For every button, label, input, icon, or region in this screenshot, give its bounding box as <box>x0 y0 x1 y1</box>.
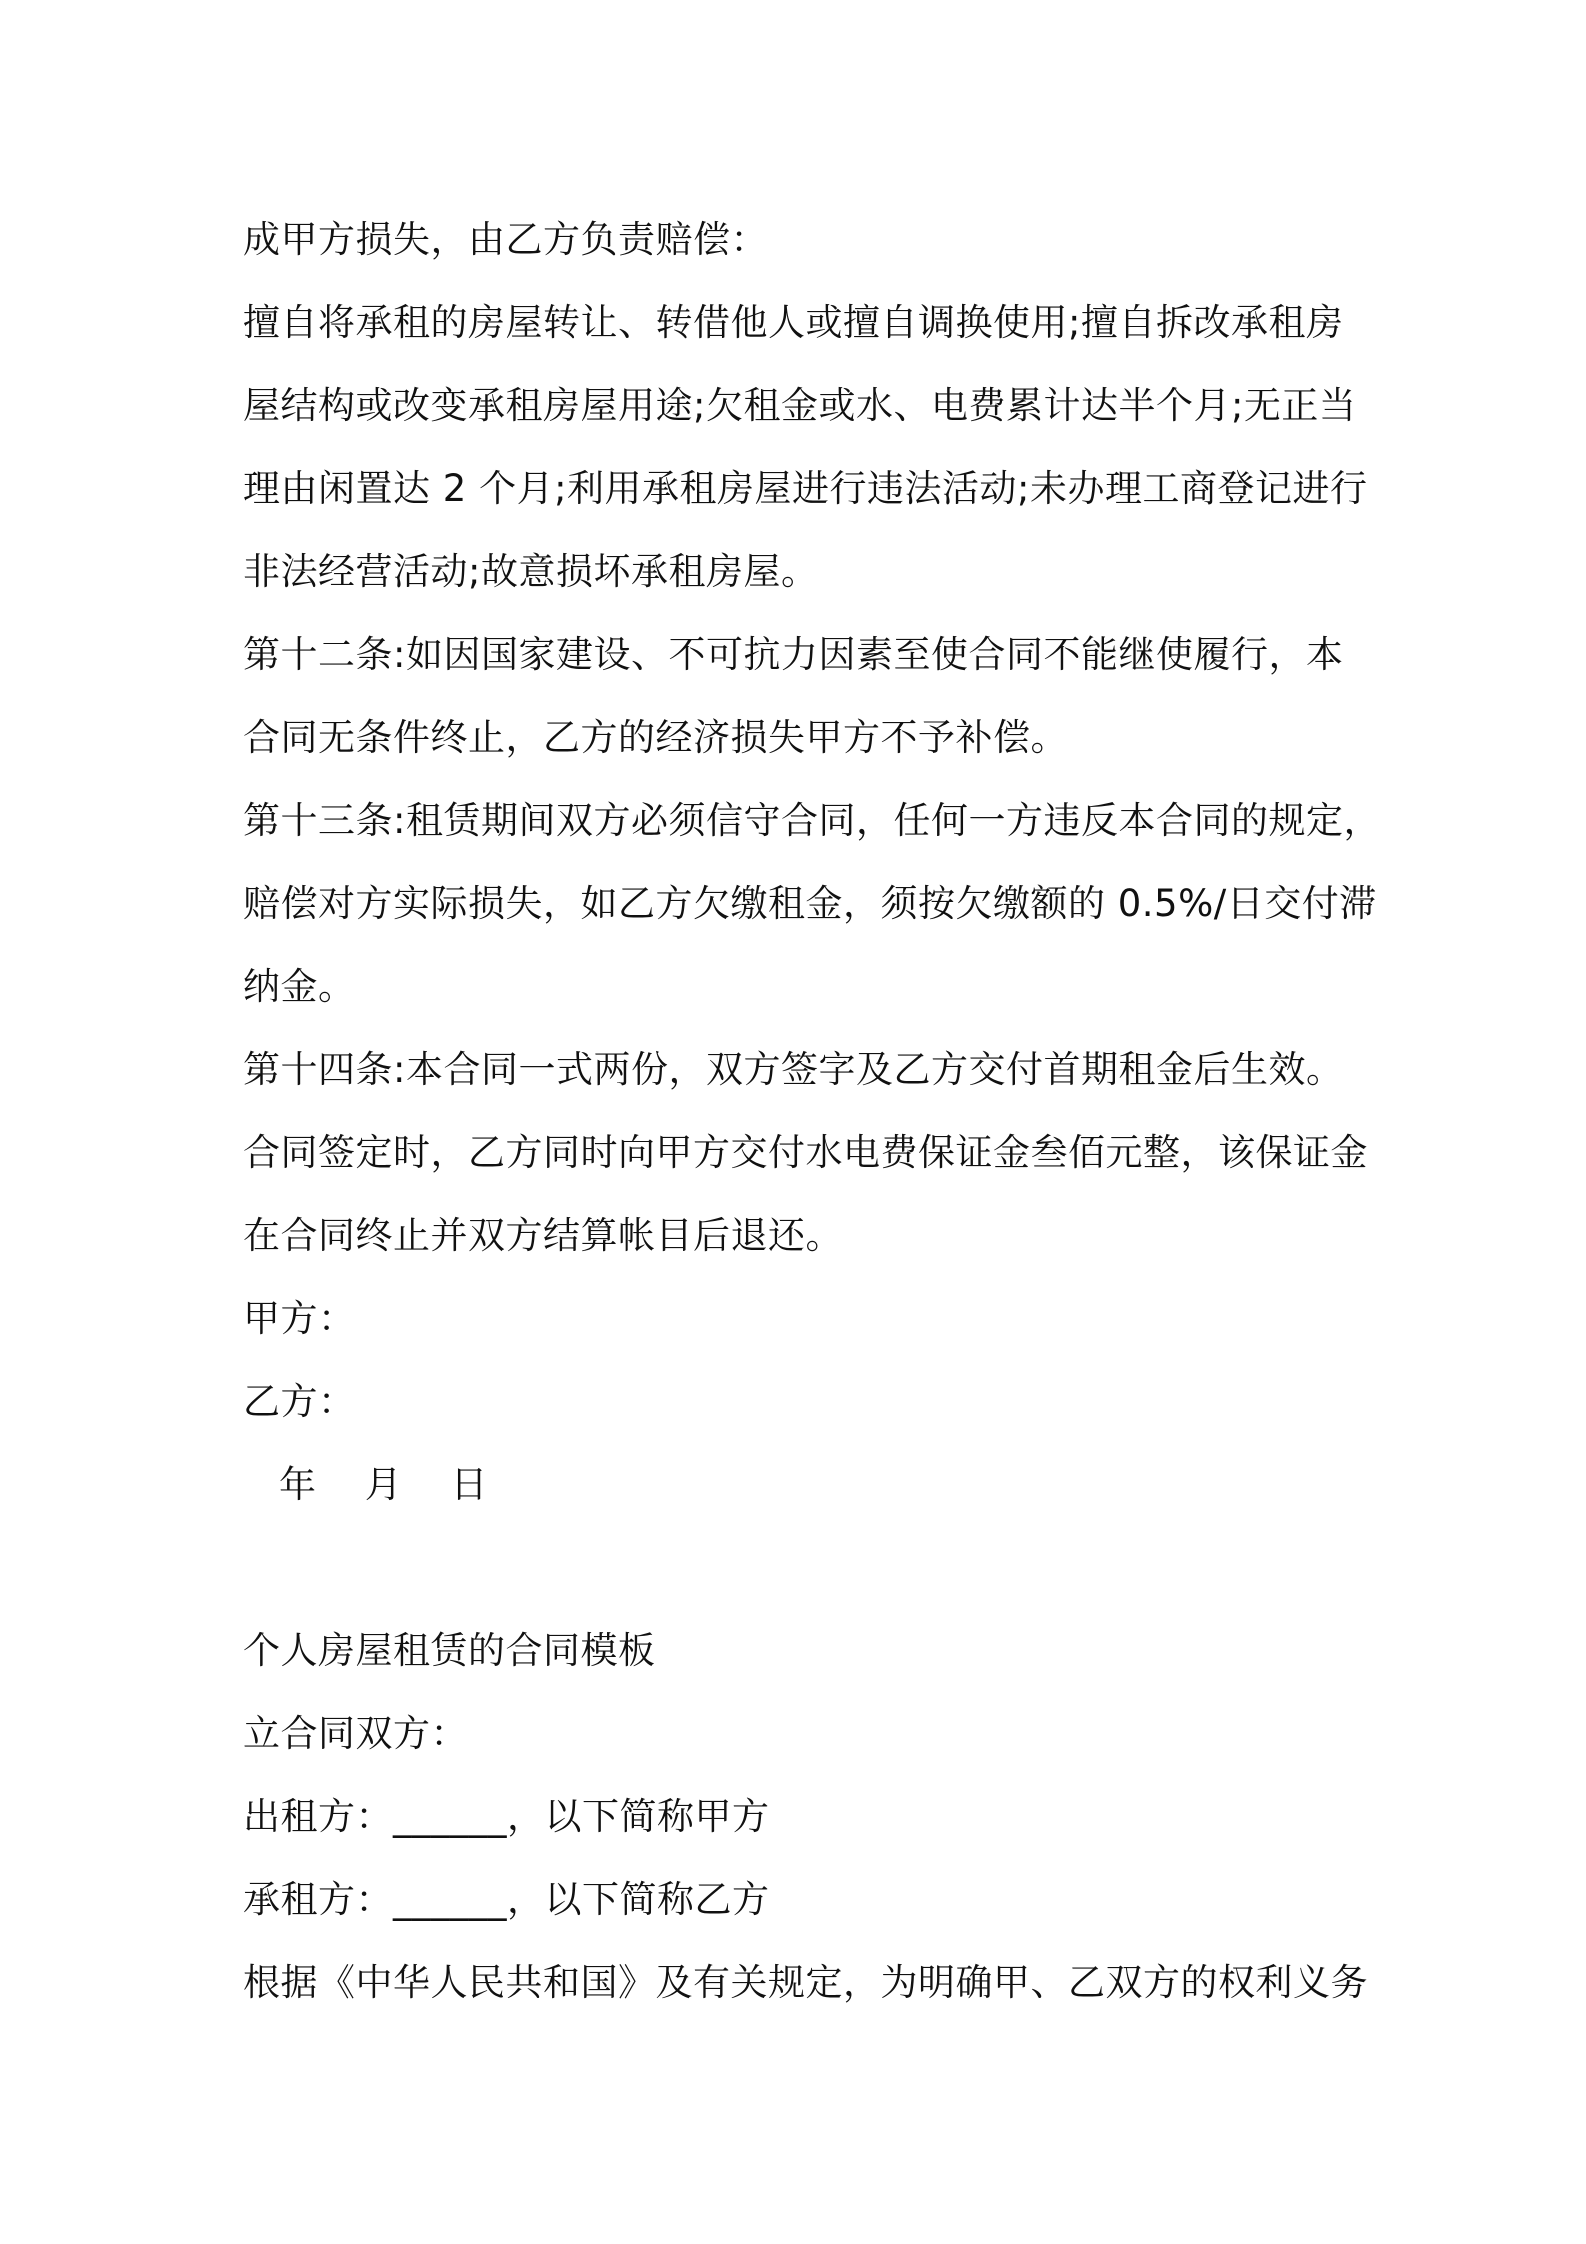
text-line: 理由闲置达 2 个月;利用承租房屋进行违法活动;未办理工商登记进行 <box>243 467 1368 510</box>
text-line: 立合同双方： <box>243 1712 468 1755</box>
text-line: 纳金。 <box>243 965 356 1008</box>
lessee-line: 承租方：______，以下简称乙方 <box>243 1878 770 1921</box>
party-a-signature-line: 甲方： <box>243 1297 356 1340</box>
text-line: 非法经营活动;故意损坏承租房屋。 <box>243 550 819 593</box>
article-13-line: 第十三条:租赁期间双方必须信守合同，任何一方违反本合同的规定， <box>243 799 1381 842</box>
text-line: 合同无条件终止，乙方的经济损失甲方不予补偿。 <box>243 716 1068 759</box>
party-b-signature-line: 乙方： <box>243 1380 356 1423</box>
blank-line <box>243 1526 1363 1609</box>
text-line: 成甲方损失，由乙方负责赔偿： <box>243 218 768 261</box>
date-line <box>243 1443 1363 1526</box>
text-line: 合同签定时，乙方同时向甲方交付水电费保证金叁佰元整，该保证金 <box>243 1131 1368 1174</box>
lessor-line: 出租方：______，以下简称甲方 <box>243 1795 770 1838</box>
text-line: 根据《中华人民共和国》及有关规定，为明确甲、乙双方的权利义务 <box>243 1961 1368 2004</box>
text-line: 擅自将承租的房屋转让、转借他人或擅自调换使用;擅自拆改承租房 <box>243 301 1344 344</box>
date-month: 月 <box>364 1463 403 1506</box>
document-body <box>243 198 1381 2024</box>
article-12-line: 第十二条:如因国家建设、不可抗力因素至使合同不能继使履行，本 <box>243 633 1344 676</box>
section-title: 个人房屋租赁的合同模板 <box>243 1629 656 1672</box>
text-line: 屋结构或改变承租房屋用途;欠租金或水、电费累计达半个月;无正当 <box>243 384 1357 427</box>
date-day: 日 <box>450 1463 489 1506</box>
article-14-line: 第十四条:本合同一式两份，双方签字及乙方交付首期租金后生效。 <box>243 1048 1344 1091</box>
text-line: 在合同终止并双方结算帐目后退还。 <box>243 1214 843 1257</box>
text-line: 赔偿对方实际损失，如乙方欠缴租金，须按欠缴额的 0.5%/日交付滞 <box>243 882 1377 925</box>
date-year: 年 <box>279 1463 317 1506</box>
